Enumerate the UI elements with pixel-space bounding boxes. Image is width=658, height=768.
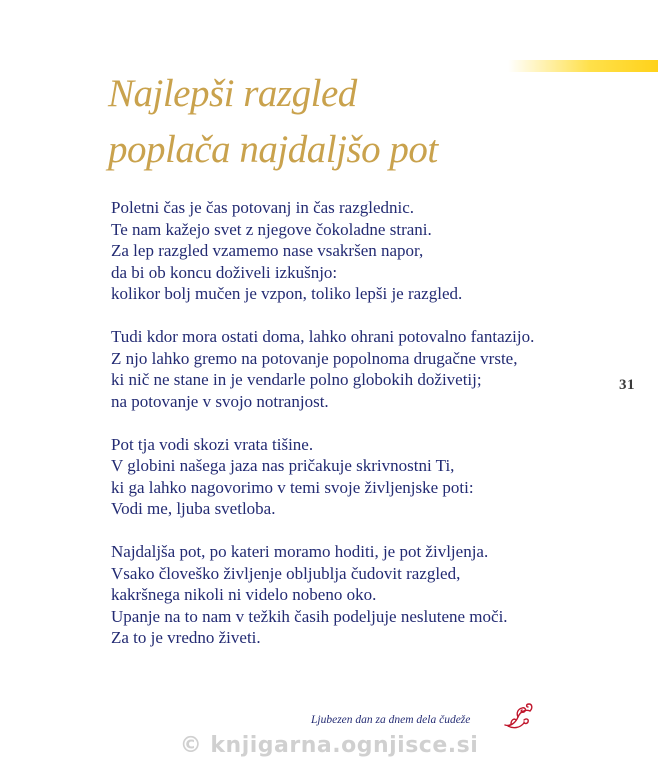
stanza <box>111 541 534 649</box>
poem-line: da bi ob koncu doživeli izkušnjo: <box>111 262 338 282</box>
poem-line: ki ga lahko nagovorimo v temi svoje življenjske poti: <box>111 477 474 497</box>
poem-line: Najdaljša pot, po kateri moramo hoditi, je pot življenja. <box>111 542 489 561</box>
poem-line: Za lep razgled vzamemo nase vsakršen napor, <box>111 241 424 260</box>
poem-line: ki nič ne stane in je vendarle polno globokih doživetij; <box>111 370 482 389</box>
poem-line: Pot tja vodi skozi vrata tišine. <box>111 434 314 454</box>
title-line: Najlepši razgled <box>108 72 357 115</box>
page-number: 31 <box>619 377 635 393</box>
poem-line: kolikor bolj mučen je vzpon, toliko lepši je razgled. <box>111 284 463 303</box>
poem-line: Upanje na to nam v težkih časih podeljuje neslutene moči. <box>111 606 508 626</box>
poem-line: Tudi kdor mora ostati doma, lahko ohrani potovalno fantazijo. <box>111 327 535 346</box>
poem-line: Vodi me, ljuba svetloba. <box>111 499 276 518</box>
title-line: poplača najdaljšo pot <box>108 128 438 171</box>
floral-ornament-icon <box>502 700 536 730</box>
poem-line: Te nam kažejo svet z njegove čokoladne strani. <box>111 219 432 239</box>
poem-line: kakršnega nikoli ni videlo nobeno oko. <box>111 585 377 604</box>
page-title <box>108 66 438 178</box>
poem-line: Za to je vredno živeti. <box>111 628 261 647</box>
poem-line: Poletni čas je čas potovanj in čas razglednic. <box>111 198 415 217</box>
poem-body <box>111 197 534 670</box>
stanza <box>111 326 534 412</box>
stanza <box>111 434 534 520</box>
footer-book-title: Ljubezen dan za dnem dela čudeže <box>311 714 471 726</box>
poem-line: na potovanje v svojo notranjost. <box>111 391 329 411</box>
watermark: © knjigarna.ognjisce.si <box>179 733 479 758</box>
stanza <box>111 197 534 305</box>
poem-line: V globini našega jaza nas pričakuje skrivnostni Ti, <box>111 456 455 475</box>
poem-line: Z njo lahko gremo na potovanje popolnoma drugačne vrste, <box>111 348 518 368</box>
poem-line: Vsako človeško življenje obljublja čudovit razgled, <box>111 563 461 583</box>
accent-bar <box>508 60 658 72</box>
